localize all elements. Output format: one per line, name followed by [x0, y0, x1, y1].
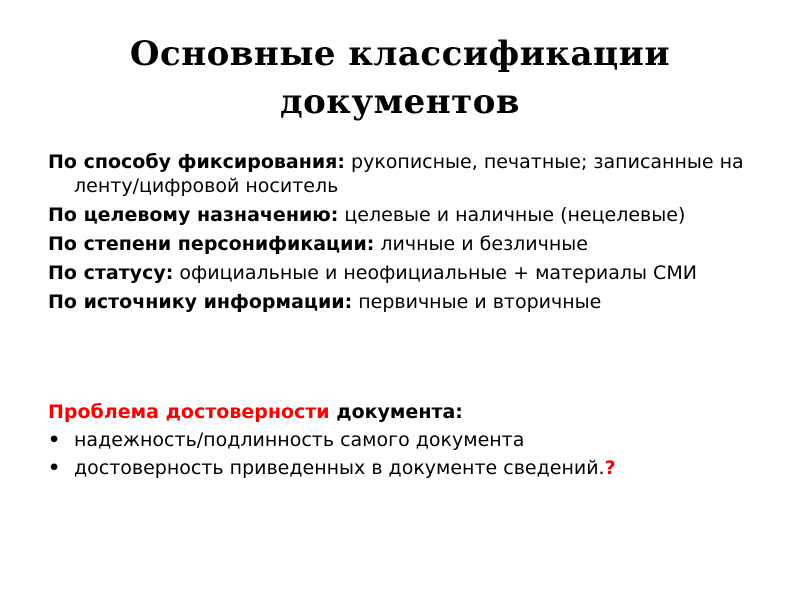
classification-item-source	[48, 290, 748, 314]
classification-label: По целевому назначению:	[48, 204, 339, 226]
classification-label: По степени персонификации:	[48, 233, 375, 255]
slide-title: Основные классификации документов	[129, 34, 671, 122]
reliability-problem-section	[48, 398, 748, 482]
classification-label: По источнику информации:	[48, 291, 353, 313]
problem-bullet-list	[48, 426, 748, 482]
classification-item-fixation	[48, 150, 748, 198]
problem-heading-accent: Проблема достоверности	[48, 401, 330, 423]
classification-values: рукописные, печатные; записанные на ленту/цифровой носитель	[74, 151, 744, 197]
problem-heading	[48, 398, 748, 426]
classification-item-purpose	[48, 203, 748, 227]
classification-list	[48, 150, 748, 314]
bullet-icon: •	[48, 429, 61, 451]
bullet-text: надежность/подлинность самого документа	[74, 429, 525, 451]
classification-item-status	[48, 261, 748, 285]
bullet-icon: •	[48, 457, 61, 479]
classification-label: По способу фиксирования:	[48, 151, 345, 173]
bullet-text: достоверность приведенных в документе сведений.	[74, 457, 605, 479]
question-mark: ?	[604, 457, 616, 479]
bullet-item-reliability	[48, 454, 748, 482]
classification-values: личные и безличные	[374, 233, 588, 255]
classification-values: первичные и вторичные	[352, 291, 602, 313]
classification-item-personification	[48, 232, 748, 256]
problem-heading-rest: документа:	[329, 401, 463, 423]
bullet-item-authenticity	[48, 426, 748, 454]
classification-values: официальные и неофициальные + материалы СМИ	[173, 262, 697, 284]
classification-label: По статусу:	[48, 262, 174, 284]
classification-values: целевые и наличные (нецелевые)	[338, 204, 686, 226]
